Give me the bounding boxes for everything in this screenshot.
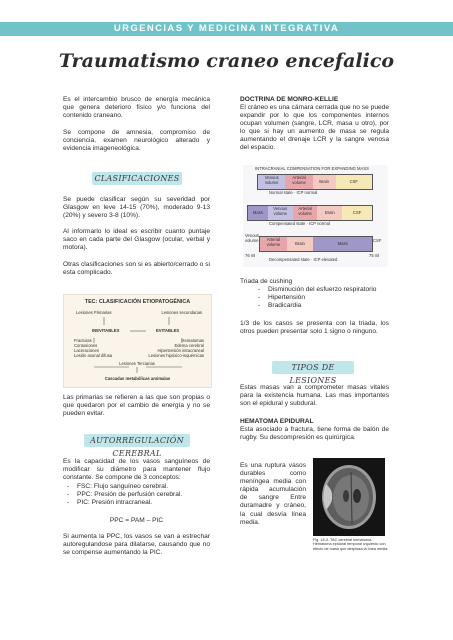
list-item: Fracturas xyxy=(74,338,92,343)
venous-block: Venous volume xyxy=(258,175,285,189)
list-item: - FSC: Flujo sanguíneo cerebral. xyxy=(77,483,224,491)
lesiones-terciarias-label: Lesiones Terciarias xyxy=(119,361,155,366)
header-banner: URGENCIAS Y MEDICINA INTEGRATIVA xyxy=(0,22,453,36)
clasif-paragraph-1: Se puede clasificar según su severidad por Glasgow en leve 14-15 (70%), moderado 9-13 (20%) y severo 3-8 (10%). xyxy=(63,196,210,220)
composition-paragraph: Se compone de amnesia, compromiso de conciencia, examen neurológico alterado y evidencia imageneológica. xyxy=(63,129,210,153)
secondary-lesions-list xyxy=(134,338,204,358)
arterial-block: Arterial volume xyxy=(285,175,312,189)
hematoma-paragraph: Esta asociado a fractura, tiene forma de balón de rugby. Su descompresión es quirúrgica. xyxy=(240,426,389,442)
brain-block: Brain xyxy=(317,206,342,220)
arterial-block: Arterial volume xyxy=(293,206,318,220)
cushing-paragraph: 1/3 de los casos se presenta con la triada, los otros pueden presentar solo 1 signo o ninguno. xyxy=(240,320,389,336)
primary-lesions-list xyxy=(74,338,134,358)
mass-block: Mass xyxy=(313,237,372,251)
csf-block: CSF xyxy=(336,175,372,189)
rupture-paragraph: Es una ruptura vasos durables como meníngea media con rápida acumulación de sangre Entre duramadre y cráneo, la cual desvía línea media. xyxy=(240,462,306,526)
list-item: - PPC: Presión de perfusión cerebral. xyxy=(77,491,224,499)
right-volume-mark: 75 ml xyxy=(369,253,380,258)
csf-mark: CSF xyxy=(373,238,382,243)
list-item: Contusiones xyxy=(74,343,98,348)
ppc-formula: PPC = PAM – PIC xyxy=(109,517,164,524)
venous-side-label: Venous volume xyxy=(245,233,259,243)
autorregulacion-paragraph: Es la capacidad de los vasos sanguíneos de modificar su diámetro para mantener flujo constante. Se compone de 3 conceptos: xyxy=(63,458,210,482)
left-volume-mark: 76 ml xyxy=(245,253,256,258)
cascadas-label: Cascadas metabólicas anómalas xyxy=(104,376,171,381)
list-item: Hematomas xyxy=(181,338,204,343)
hematoma-epidural-heading: HEMATOMA EPIDURAL xyxy=(240,418,314,425)
monro-kellie-paragraph: El cráneo es una cámara cerrada que no se puede expandir por lo que los componentes internos ocupan volumen (sangre, LCR, masa u otro), por lo que si hay un aumento de masa se regula aumentando el drenaje LCR y la sangre venosa del espacio. xyxy=(240,104,389,152)
page-title: Traumatismo craneo encefalico xyxy=(58,50,395,72)
list-item: - Bradicardia xyxy=(268,302,403,310)
intro-paragraph: Es el intercambio brusco de energía mecánica que genera deterioro físico y/o funciona del contenido craneano. xyxy=(63,96,210,120)
brain-block: Brain xyxy=(287,237,314,251)
inevitables-label: INEVITABLES xyxy=(92,328,120,333)
monro-kellie-heading: DOCTRINA DE MONRO-KELLIE xyxy=(240,96,339,103)
cushing-list xyxy=(254,286,403,310)
list-item: - PIC: Presión intracraneal. xyxy=(77,499,224,507)
evitables-label: EVITABLES xyxy=(156,328,180,333)
ct-caption: Fig. 18-3. TAC cerebral hematoma. Hematoma epidural temporal izquierdo con efecto de masa que desplaza la línea media. xyxy=(313,538,389,551)
list-item: Laceraciones xyxy=(74,348,99,353)
diagram-title: INTRACRANIAL COMPENSATION FOR EXPANDING MASS xyxy=(255,166,369,171)
lesiones-primarias-label: Lesiones Primarias xyxy=(76,310,112,315)
figure-title: TEC: CLASIFICACIÓN ETIOPATOGÉNICA xyxy=(84,299,191,305)
csf-block: CSF xyxy=(342,206,372,220)
list-item: Lesiones hipóxico-isquémicas xyxy=(148,353,204,358)
normal-state-label: Normal state · ICP normal xyxy=(269,190,318,195)
clasif-paragraph-3: Otras clasificaciones son si es abierto/cerrado o si esta complicado. xyxy=(63,261,210,277)
list-item: - Disminución del esfuerzo respiratorio xyxy=(268,286,403,294)
mass-block: Mass xyxy=(248,206,268,220)
list-item: Hipertensión intracraneal xyxy=(157,348,204,353)
ppc-explanation: Si aumenta la PPC, los vasos se van a estrechar autoregulandose para dilatarse, causando que no se compense aumentando la PIC. xyxy=(63,533,210,557)
section-heading-clasificaciones: CLASIFICACIONES xyxy=(92,172,182,185)
list-item: Edema cerebral xyxy=(174,343,204,348)
classification-figure xyxy=(63,294,212,388)
list-item: - Hipertensión xyxy=(268,294,403,302)
ct-scan-image xyxy=(313,458,385,536)
tipos-paragraph: Estas masas van a comprometer masas vitales para la existencia humana. Las mas importantes son el epidural y subdural. xyxy=(240,384,389,408)
lesiones-secundarias-label: Lesiones secundarias xyxy=(161,310,202,315)
list-item: Lesión axonal difusa xyxy=(74,353,113,358)
monro-kellie-diagram xyxy=(243,165,388,267)
compensated-state-label: Compensated state · ICP normal xyxy=(269,221,330,226)
brain-block: Brain xyxy=(313,175,336,189)
diagram-row-normal xyxy=(257,174,373,190)
cushing-heading: Triada de cushing xyxy=(240,278,293,285)
arterial-block: Arterial volume xyxy=(260,237,287,251)
ct-brain-illustration xyxy=(313,458,385,536)
decompensated-state-label: Decompensated state · ICP elevated xyxy=(269,257,338,262)
section-heading-autorregulacion: AUTORREGULACIÓN CEREBRAL xyxy=(84,434,190,447)
autorregulacion-list xyxy=(63,483,224,507)
diagram-row-compensated xyxy=(247,205,373,221)
venous-block: Venous volume xyxy=(268,206,293,220)
clasif-paragraph-2: Al informarlo lo ideal es escribir cuanto puntaje saco en cada parte del Glasgow (ocular, verbal y motora). xyxy=(63,228,210,252)
primarias-paragraph: Las primarias se refieren a las que son propias o que quedaron por el cambio de energía y no se pueden evitar. xyxy=(63,394,210,418)
diagram-row-decompensated xyxy=(259,236,373,252)
section-heading-tipos-lesiones: TIPOS DE LESIONES xyxy=(272,361,354,374)
